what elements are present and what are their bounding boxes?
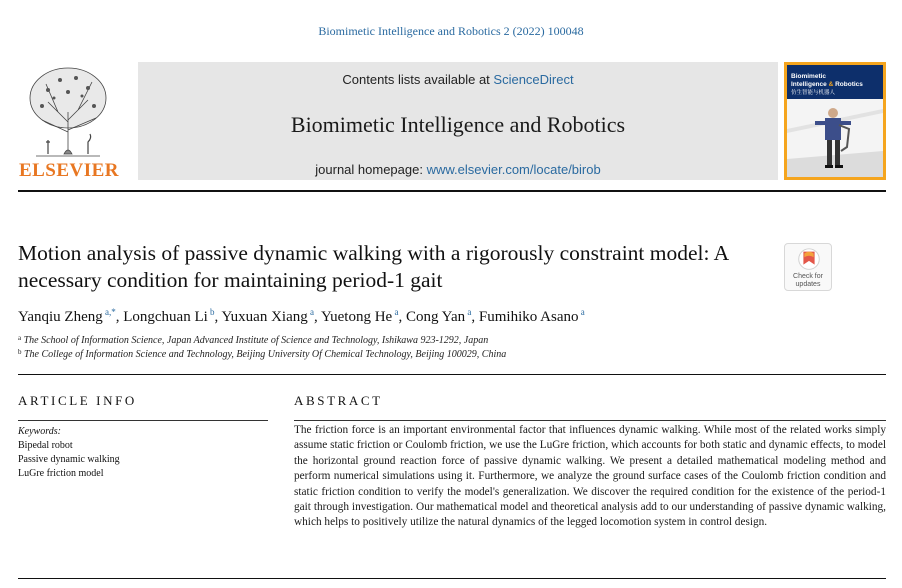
article-title: Motion analysis of passive dynamic walking with a rigorously constraint model: A necessary condition for maintaining period-1 gait (18, 241, 729, 292)
affiliation-mark: a (18, 334, 22, 342)
affiliation-b (18, 348, 506, 360)
journal-cover-image[interactable] (784, 62, 886, 180)
affiliation-text: The College of Information Science and Technology, Beijing University Of Chemical Technology, Beijing 100029, China (24, 349, 507, 360)
author-affiliation-mark[interactable]: b (207, 307, 215, 317)
journal-info-box (138, 62, 778, 180)
affiliation-a (18, 334, 488, 346)
author-name[interactable]: Cong Yan (405, 309, 466, 325)
contents-prefix: Contents lists available at (342, 72, 494, 87)
sciencedirect-link[interactable]: ScienceDirect (493, 72, 574, 87)
masthead-rule (18, 190, 886, 192)
abstract-heading: ABSTRACT (294, 393, 383, 408)
crossmark-label (785, 273, 831, 289)
cover-title-robotics: Robotics (835, 81, 863, 88)
front-matter-rule (18, 374, 886, 375)
author-name[interactable]: Yanqiu Zheng (18, 309, 103, 325)
running-head[interactable]: Biomimetic Intelligence and Robotics 2 (2022) 100048 (318, 24, 584, 38)
article-info-rule (18, 420, 268, 421)
homepage-prefix: journal homepage: (315, 162, 427, 177)
keyword-item: Passive dynamic walking (18, 454, 120, 465)
contents-line (138, 72, 778, 87)
author-affiliation-mark[interactable]: a (307, 307, 314, 317)
bottom-rule (18, 578, 886, 579)
crossmark-label-2: updates (795, 281, 821, 288)
homepage-line (138, 162, 778, 177)
crossmark-icon (785, 246, 833, 274)
cover-subtitle: 仿生智能与机器人 (791, 90, 836, 96)
author-name[interactable]: Longchuan Li (123, 309, 208, 325)
author-name[interactable]: Yuxuan Xiang (221, 309, 308, 325)
cover-title-line-2 (791, 81, 863, 89)
author-separator: , (214, 309, 222, 325)
author-list (18, 307, 585, 326)
journal-homepage-link[interactable]: www.elsevier.com/locate/birob (426, 162, 601, 177)
author-separator: , (314, 309, 321, 325)
keywords-label: Keywords: (18, 426, 61, 437)
abstract-rule (294, 420, 886, 421)
author-name[interactable]: Yuetong He (320, 309, 393, 325)
affiliation-text: The School of Information Science, Japan Advanced Institute of Science and Technology, Ishikawa 923-1292, Japan (23, 335, 489, 346)
journal-title: Biomimetic Intelligence and Robotics (290, 112, 626, 137)
author-separator: , (398, 309, 406, 325)
crossmark-button[interactable] (784, 243, 832, 291)
publisher-name[interactable]: ELSEVIER (18, 160, 120, 181)
keyword-item: Bipedal robot (18, 440, 73, 451)
cover-title-amp: & (828, 81, 834, 88)
author-affiliation-mark[interactable]: a (465, 307, 472, 317)
author-name[interactable]: Fumihiko Asano (478, 309, 579, 325)
author-affiliation-mark[interactable]: a (578, 307, 585, 317)
journal-masthead (18, 62, 886, 186)
affiliation-mark: b (18, 348, 22, 356)
crossmark-label-1: Check for (793, 273, 823, 280)
author-separator: , (471, 309, 479, 325)
author-separator: , (115, 309, 124, 325)
cover-title (791, 73, 863, 97)
article-info-heading: ARTICLE INFO (18, 393, 137, 408)
abstract-text: The friction force is an important environmental factor that influences dynamic walking. While most of the related works simply assume static friction or Coulomb friction, we use the LuGre friction, which accounts for both static and dynamic effects, to model the horizontal ground reaction force of passive dynamic walking. We present a detailed mathematical modeling method and perform numerical simulations using it. Furthermore, we analyze the ground surface cases of the Coulomb friction condition and static friction condition to verify the model's generalization. We discover the required condition for the existence of the period-1 gait through investigation. Our mathematical model and theoretical analysis add to our understanding of passive dynamic walking, which helps to positively utilize the natural dynamics of the legged locomotion system in control design. (294, 424, 886, 529)
cover-title-intelligence: Intelligence (791, 81, 827, 88)
cover-title-line-1: Biomimetic (791, 73, 827, 80)
author-affiliation-mark[interactable]: a (392, 307, 399, 317)
author-affiliation-mark[interactable]: a,* (102, 307, 116, 317)
cover-robot-illustration (787, 99, 883, 177)
keyword-item: LuGre friction model (18, 468, 104, 479)
cover-inner (787, 65, 883, 177)
